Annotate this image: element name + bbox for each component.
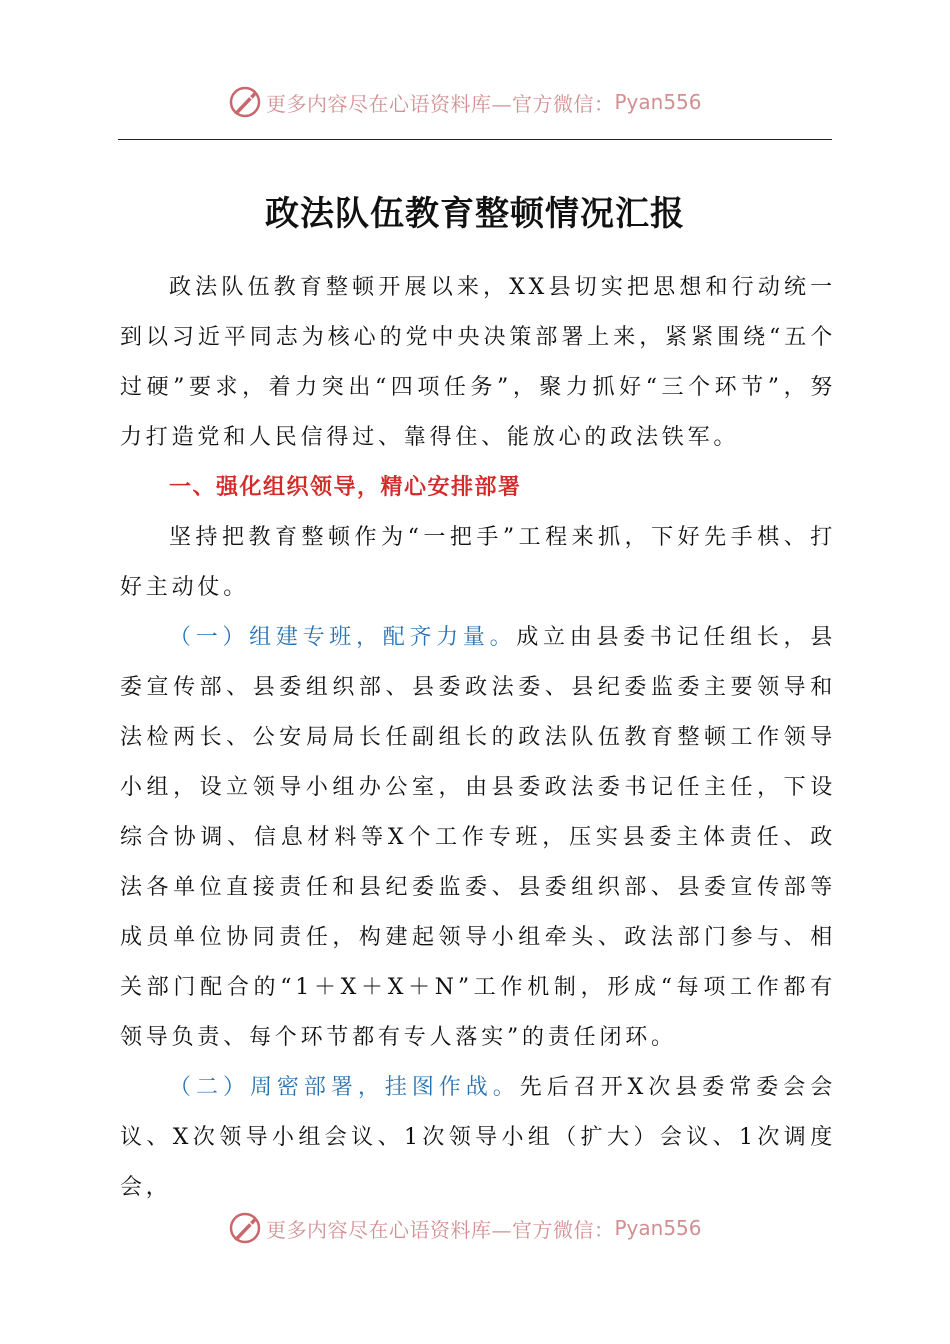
item-lead: （二）周密部署，挂图作战。: [169, 1075, 520, 1100]
item-text: 成立由县委书记任组长，县委宣传部、县委组织部、县委政法委、县纪委监委主要领导和法检两长、公安局局长任副组长的政法队伍教育整顿工作领导小组，设立领导小组办公室，由县委政法委书记任主任，下设综合协调、信息材料等X个工作专班，压实县委主体责任、政法各单位直接责任和县纪委监委、县委组织部、县委宣传部等成员单位协同责任，构建起领导小组牵头、政法部门参与、相关部门配合的“1＋X＋X＋N”工作机制，形成“每项工作都有领导负责、每个环节都有专人落实”的责任闭环。: [120, 625, 836, 1050]
section-heading: 一、强化组织领导，精心安排部署: [169, 475, 522, 500]
banner-text: 更多内容尽在心语资料库—官方微信：: [266, 1217, 615, 1242]
item-text: 先后召开X次县委常委会会议、X次领导小组会议、1次领导小组（扩大）会议、1次调度会，: [120, 1075, 836, 1200]
item-paragraph: [120, 613, 836, 1063]
document-body: [120, 263, 836, 1213]
pen-logo-icon: [228, 1211, 262, 1245]
section-summary: 坚持把教育整顿作为“一把手”工程来抓，下好先手棋、打好主动仗。: [120, 525, 836, 600]
intro-paragraph: 政法队伍教育整顿开展以来，XX县切实把思想和行动统一到以习近平同志为核心的党中央决策部署上来，紧紧围绕“五个过硬”要求，着力突出“四项任务”，聚力抓好“三个环节”，努力打造党和人民信得过、靠得住、能放心的政法铁军。: [120, 275, 836, 450]
pen-logo-icon: [228, 85, 262, 119]
banner-wechat-id: Pyan556: [614, 1216, 702, 1240]
item-lead: （一）组建专班，配齐力量。: [169, 625, 517, 650]
banner-text: 更多内容尽在心语资料库—官方微信：: [266, 91, 615, 116]
document-title: 政法队伍教育整顿情况汇报: [265, 194, 685, 234]
footer-banner: [228, 1208, 702, 1248]
header-divider: [118, 139, 832, 140]
item-paragraph: [120, 1063, 836, 1213]
banner-wechat-id: Pyan556: [614, 90, 702, 114]
header-banner: [228, 82, 702, 122]
